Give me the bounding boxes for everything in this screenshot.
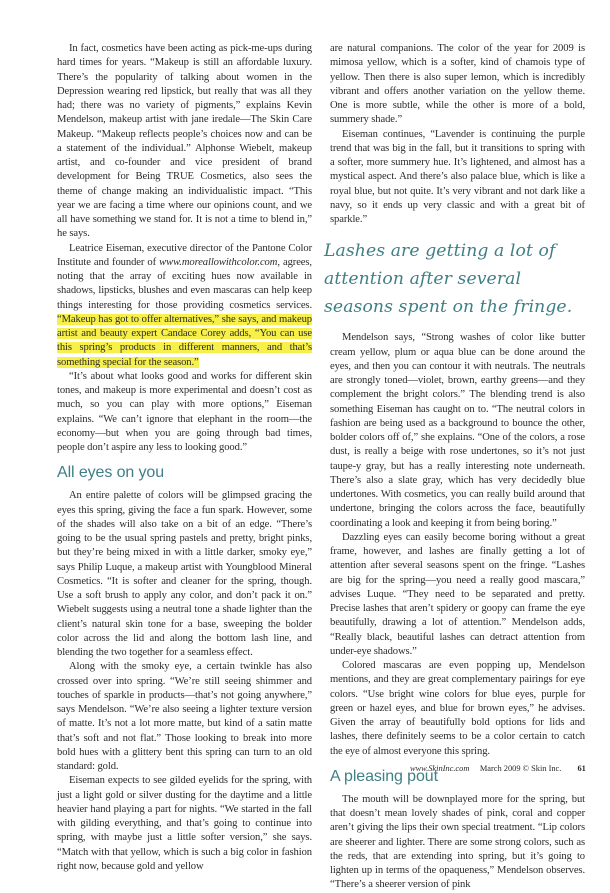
section-heading-all-eyes-on-you: All eyes on you [57,464,165,482]
paragraph-lavender: Eiseman continues, “Lavender is continuing the purple trend that was big in the fall, but it transitions to spring with a softer, more summery hue. It’s lightened, and almost has a mystical aspect. And there’s also palace blue, which is like a royal blue, but not quite. It’s very vibrant and not dark like a navy, so it ends up very classic and with a great bit of sparkle.” [330,128,585,225]
paragraph-dazzling-eyes: Dazzling eyes can easily become boring without a great frame, however, and lashes are finally getting a lot of attention after several seasons spent on the fringe. “Lashes are big for the spring—you need a really good mascara,” advises Luque. “They need to be separated and pretty. Precise lashes that aren’t spidery or goopy can frame the eye beautifully, drawing a lot of attention.” Mendelson adds, “Really black, beautiful lashes can detract attention from under-eye shadows.” [330,531,585,657]
paragraph-palette: An entire palette of colors will be glimpsed gracing the eyes this spring, giving the face a fun spark. However, some of the shades will also take on a bit of an edge. “There’s going to be the usual spring pastels and pretty, bright pinks, but they’re being mixed in with a little darker, smoky eye,” says Philip Luque, a makeup artist with Youngblood Mineral Cosmetics. “It is softer and cleaner for the spring, though. Use a soft brush to apply any color, and don’t pack it on.” Wiebelt suggests using a neutral tone a shade lighter than the client’s natural skin tone for a base, sweeping the bolder color across the lid and along the bottom lash line, and blending the two together for a seamless effect. [57,490,312,658]
paragraph-colored-mascaras: Colored mascaras are even popping up, Mendelson mentions, and they are great complementary pairings for eye colors. “Use bright wine colors for blue eyes, purple for green or hazel eyes, and blue for brown eyes,” he advises. Given the array of beautifully bold options for lids and lashes, there definitely seems to be a color certain to catch the eye of almost everyone this spring. [330,660,585,757]
website-link[interactable]: www.moreallowithcolor.com [159,256,278,268]
paragraph-gilded-eyelids: Eiseman expects to see gilded eyelids for the spring, with just a light gold or silver dusting for the daytime and a little heavier hand playing a part for nights. “We started in the fall with gilding everything, and that’s going to continue into spring, with maybe just a little softer version,” she says. “Match with that yellow, which is such a big color in fashion right now, because gold and yellow [57,775,312,872]
paragraph-natural-companions: are natural companions. The color of the year for 2009 is mimosa yellow, which is a softer, kind of chamois type of yellow. Then there is also super lemon, which is incredibly vibrant and offers another variation on the yellow theme. One is more subtle, while the other is more of a bold, summery shade.” [330,43,585,126]
paragraph-eiseman-array [57,242,312,370]
page-number: 61 [577,764,586,773]
highlighted-quote: “Makeup has got to offer alternatives,” she says, and makeup artist and beauty expert Candace Corey adds, “You can use this spring’s products in different manners, and that’s something special for the season.” [57,313,312,368]
paragraph-skin-tones: “It’s about what looks good and works for different skin tones, and makeup is more experimental and doesn’t cost as much, so you can play with more options,” Eiseman explains. “We can’t ignore that elephant in the room—the economy—but when you are going through bad times, people don’t aspire any less to looking good.” [57,370,312,453]
paragraph-strong-washes: Mendelson says, “Strong washes of color like butter cream yellow, plum or aqua blue can be done around the eyes, and then you can contour it with neutrals. The neutrals are strongly toned—violet, brown, earthy greens—and they complement the bright colors.” The blending trend is also something Eiseman has caught on to. “The neutral colors in fashion are being used as a background to bounce the other, bolder colors off of,” she explains. “One of the colors, a rose dust, is really a beige with rose undertones, so it’s not just taupe-y gray, but has a really interesting note underneath. There’s also a slate gray, which has very decidedly blue undertones. With cosmetics, you can really build around that undertone, bringing the colors across the face, beautifully coordinating a look and keeping it from being boring.” [330,332,585,529]
page-footer [410,764,586,773]
footer-website[interactable]: www.SkinInc.com [410,764,470,773]
footer-issue: March 2009 © Skin Inc. [479,764,562,773]
paragraph-eiseman-text-a: Leatrice Eiseman, executive director of the Pantone Color Institute and founder of [57,242,312,268]
left-column [57,42,312,874]
paragraph-cosmetics-pick-me-ups: In fact, cosmetics have been acting as pick-me-ups during hard times for years. “Makeup is still an affordable luxury. There’s the popularity of talking about women in the Depression wearing red lipstick, but really that was all they had; there was no variety of pigments,” explains Kevin Mendelson, makeup artist with jane iredale—The Skin Care Makeup. “Makeup reflects people’s choices now and can be a statement of the individual.” Alphonse Wiebelt, makeup artist, and co-founder and vice president of brand development for Being TRUE Cosmetics, also sees the theme of change making an individualistic impact. “This year we are facing a time where our opinions count, and we all have something we stand for. It is not a time to blend in,” he says. [57,43,312,240]
paragraph-smoky-eye: Along with the smoky eye, a certain twinkle has also crossed over into spring. “We’re still seeing shimmer and touches of sparkle in products—that’s not going anywhere,” says Mendelson. “We’re also seeing a lighter texture version of matte. It’s not a lot more matte, but kind of a satin matte that’s soft and not flat.” Those looking to break into more bold hues with a glittery bent this spring can turn to an old standard: gold. [57,661,312,772]
section-heading-pleasing-pout: A pleasing pout [330,767,438,785]
paragraph-eiseman-text-b: , agrees, noting that the array of exciting hues now available in shadows, lipsticks, blushes and even mascaras can help keep things interesting for those providing cosmetics services. [57,256,312,311]
pull-quote: Lashes are getting a lot of attention after several seasons spent on the fringe. [324,241,573,318]
paragraph-mouth: The mouth will be downplayed more for the spring, but that doesn’t mean lovely shades of pink, coral and copper aren’t giving the lips their own special treatment. “Lip colors are sheerer and lighter. There are some strong colors, such as the reds, that are extending into spring, but it’s going to lighten up in terms of the opaqueness,” Mendelson observes. “There’s a sheerer version of pink [330,793,585,891]
